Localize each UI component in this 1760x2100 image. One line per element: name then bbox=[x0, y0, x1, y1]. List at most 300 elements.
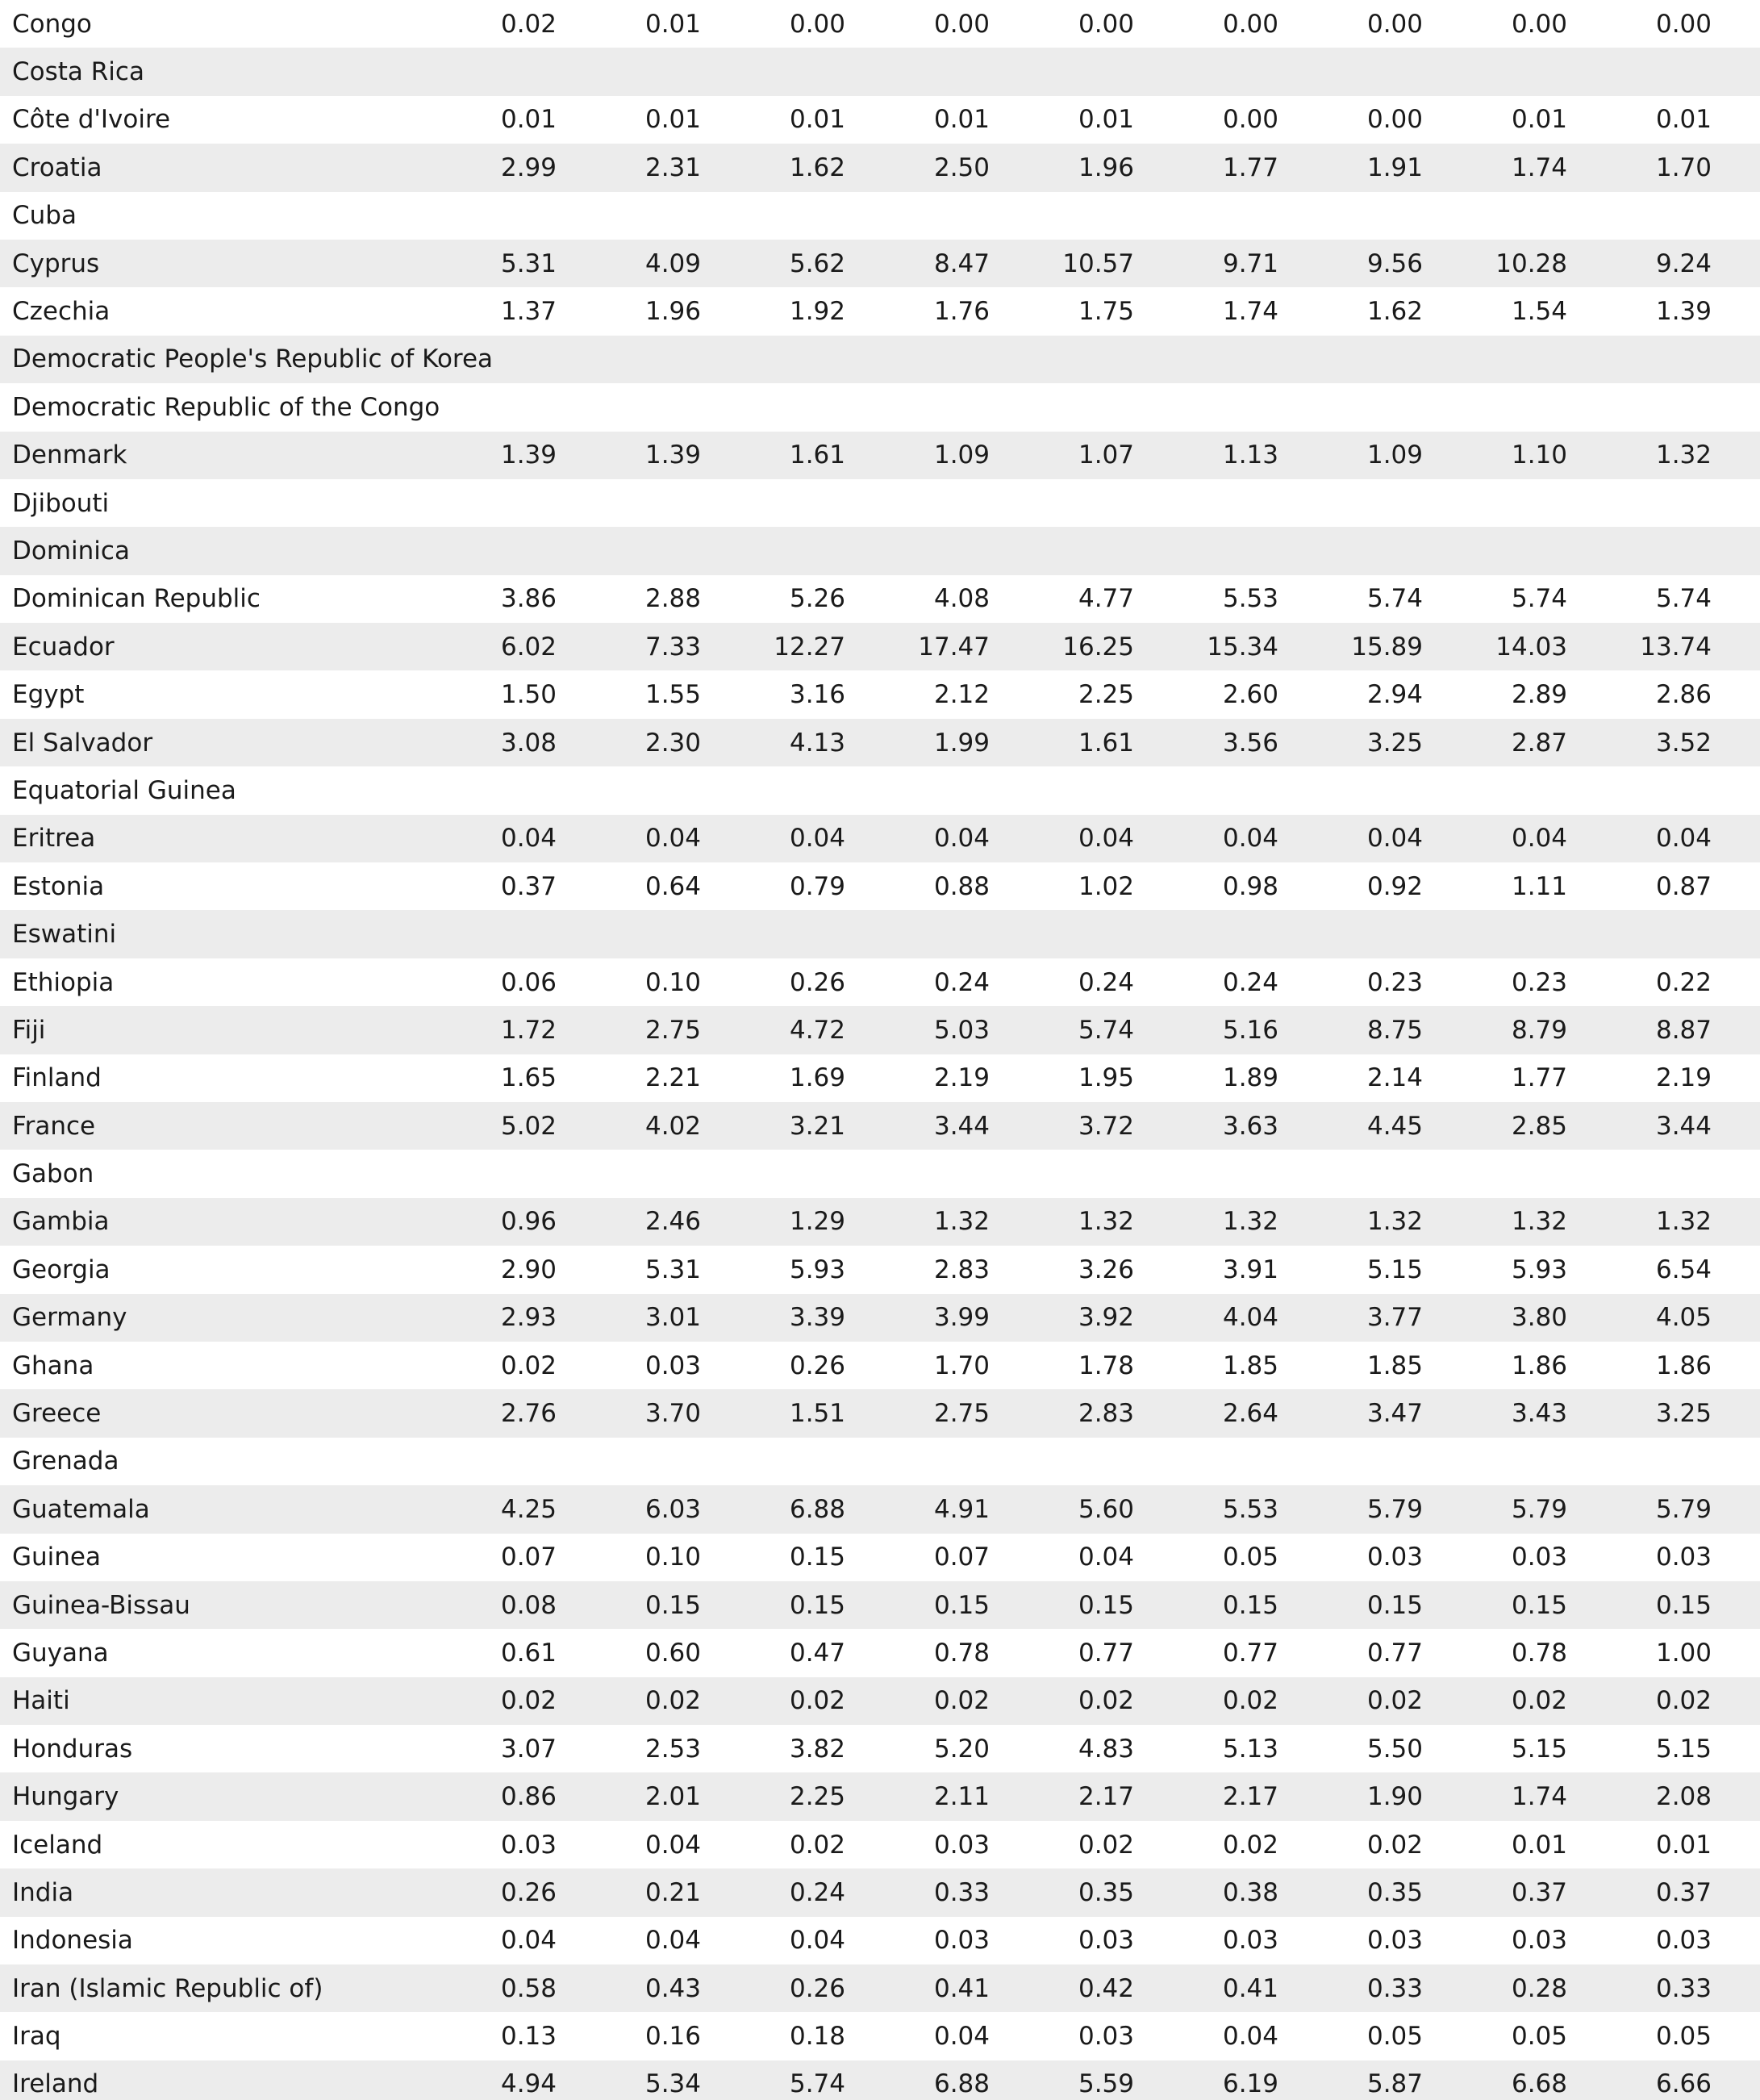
table-row bbox=[0, 1534, 1760, 1581]
country-cell: Ireland bbox=[12, 2069, 99, 2099]
value-cell: 3.86 bbox=[500, 584, 557, 614]
country-cell: Guinea-Bissau bbox=[12, 1590, 190, 1620]
value-cell: 1.85 bbox=[1222, 1351, 1278, 1380]
value-cell: 0.01 bbox=[789, 105, 845, 135]
value-cell: 5.74 bbox=[789, 2069, 845, 2099]
value-cell: 4.91 bbox=[933, 1494, 990, 1524]
value-cell: 5.31 bbox=[644, 1255, 701, 1284]
value-cell: 6.88 bbox=[933, 2069, 990, 2099]
value-cell: 0.04 bbox=[1222, 824, 1278, 854]
value-cell: 0.26 bbox=[500, 1877, 557, 1907]
table-row bbox=[0, 1964, 1760, 2012]
value-cell: 0.02 bbox=[789, 1686, 845, 1716]
table-row bbox=[0, 670, 1760, 718]
value-cell: 0.04 bbox=[644, 1830, 701, 1860]
value-cell: 0.22 bbox=[1655, 967, 1712, 997]
value-cell: 2.99 bbox=[500, 152, 557, 182]
value-cell: 1.00 bbox=[1655, 1638, 1712, 1668]
value-cell: 4.94 bbox=[500, 2069, 557, 2099]
value-cell: 1.50 bbox=[500, 680, 557, 710]
value-cell: 5.87 bbox=[1366, 2069, 1423, 2099]
table-row bbox=[0, 2060, 1760, 2100]
value-cell: 1.10 bbox=[1511, 440, 1567, 470]
value-cell: 1.89 bbox=[1222, 1063, 1278, 1093]
value-cell: 3.44 bbox=[1655, 1111, 1712, 1141]
value-cell: 0.02 bbox=[1222, 1830, 1278, 1860]
value-cell: 6.66 bbox=[1655, 2069, 1712, 2099]
value-cell: 3.26 bbox=[1078, 1255, 1134, 1284]
value-cell: 0.35 bbox=[1366, 1877, 1423, 1907]
value-cell: 0.04 bbox=[933, 824, 990, 854]
country-cell: Iceland bbox=[12, 1830, 103, 1860]
value-cell: 0.35 bbox=[1078, 1877, 1134, 1907]
value-cell: 3.99 bbox=[933, 1303, 990, 1333]
value-cell: 0.03 bbox=[933, 1830, 990, 1860]
country-cell: Iran (Islamic Republic of) bbox=[12, 1973, 323, 2003]
value-cell: 0.01 bbox=[644, 105, 701, 135]
value-cell: 1.92 bbox=[789, 297, 845, 327]
value-cell: 0.28 bbox=[1511, 1973, 1567, 2003]
value-cell: 0.10 bbox=[644, 1543, 701, 1572]
value-cell: 0.10 bbox=[644, 967, 701, 997]
value-cell: 0.77 bbox=[1078, 1638, 1134, 1668]
value-cell: 0.18 bbox=[789, 2022, 845, 2052]
value-cell: 2.30 bbox=[644, 728, 701, 758]
value-cell: 3.07 bbox=[500, 1734, 557, 1764]
value-cell: 0.43 bbox=[644, 1973, 701, 2003]
table-row bbox=[0, 144, 1760, 191]
value-cell: 6.88 bbox=[789, 1494, 845, 1524]
value-cell: 2.89 bbox=[1511, 680, 1567, 710]
table-row bbox=[0, 1821, 1760, 1868]
value-cell: 0.23 bbox=[1511, 967, 1567, 997]
value-cell: 0.02 bbox=[1366, 1686, 1423, 1716]
value-cell: 0.04 bbox=[500, 824, 557, 854]
value-cell: 0.05 bbox=[1655, 2022, 1712, 2052]
value-cell: 0.00 bbox=[1511, 9, 1567, 39]
value-cell: 9.24 bbox=[1655, 248, 1712, 278]
value-cell: 0.02 bbox=[1511, 1686, 1567, 1716]
value-cell: 2.75 bbox=[644, 1015, 701, 1045]
value-cell: 0.00 bbox=[1078, 9, 1134, 39]
value-cell: 1.91 bbox=[1366, 152, 1423, 182]
value-cell: 1.32 bbox=[933, 1207, 990, 1237]
value-cell: 3.21 bbox=[789, 1111, 845, 1141]
value-cell: 4.13 bbox=[789, 728, 845, 758]
value-cell: 5.15 bbox=[1511, 1734, 1567, 1764]
value-cell: 1.61 bbox=[1078, 728, 1134, 758]
value-cell: 0.07 bbox=[933, 1543, 990, 1572]
value-cell: 0.04 bbox=[789, 824, 845, 854]
value-cell: 0.15 bbox=[1222, 1590, 1278, 1620]
table-row bbox=[0, 1917, 1760, 1964]
value-cell: 2.86 bbox=[1655, 680, 1712, 710]
value-cell: 5.13 bbox=[1222, 1734, 1278, 1764]
value-cell: 2.46 bbox=[644, 1207, 701, 1237]
table-row bbox=[0, 527, 1760, 574]
value-cell: 1.72 bbox=[500, 1015, 557, 1045]
value-cell: 4.83 bbox=[1078, 1734, 1134, 1764]
value-cell: 0.02 bbox=[1078, 1686, 1134, 1716]
value-cell: 1.32 bbox=[1655, 440, 1712, 470]
country-cell: Greece bbox=[12, 1399, 102, 1429]
value-cell: 1.86 bbox=[1511, 1351, 1567, 1380]
value-cell: 3.77 bbox=[1366, 1303, 1423, 1333]
value-cell: 1.70 bbox=[1655, 152, 1712, 182]
value-cell: 5.79 bbox=[1655, 1494, 1712, 1524]
country-cell: Czechia bbox=[12, 297, 111, 327]
country-cell: Cyprus bbox=[12, 248, 100, 278]
value-cell: 0.15 bbox=[789, 1590, 845, 1620]
table-row bbox=[0, 432, 1760, 479]
value-cell: 6.19 bbox=[1222, 2069, 1278, 2099]
value-cell: 2.93 bbox=[500, 1303, 557, 1333]
value-cell: 3.52 bbox=[1655, 728, 1712, 758]
value-cell: 2.85 bbox=[1511, 1111, 1567, 1141]
value-cell: 1.90 bbox=[1366, 1782, 1423, 1812]
value-cell: 0.61 bbox=[500, 1638, 557, 1668]
value-cell: 1.51 bbox=[789, 1399, 845, 1429]
value-cell: 1.69 bbox=[789, 1063, 845, 1093]
country-cell: Germany bbox=[12, 1303, 127, 1333]
value-cell: 9.71 bbox=[1222, 248, 1278, 278]
value-cell: 0.01 bbox=[1655, 105, 1712, 135]
value-cell: 0.04 bbox=[1222, 2022, 1278, 2052]
country-cell: Guatemala bbox=[12, 1494, 150, 1524]
value-cell: 0.64 bbox=[644, 871, 701, 901]
value-cell: 5.93 bbox=[789, 1255, 845, 1284]
value-cell: 2.21 bbox=[644, 1063, 701, 1093]
value-cell: 10.57 bbox=[1062, 248, 1134, 278]
value-cell: 0.96 bbox=[500, 1207, 557, 1237]
value-cell: 0.00 bbox=[1222, 9, 1278, 39]
value-cell: 0.41 bbox=[1222, 1973, 1278, 2003]
country-cell: Ghana bbox=[12, 1351, 94, 1380]
table-row bbox=[0, 479, 1760, 527]
value-cell: 0.79 bbox=[789, 871, 845, 901]
value-cell: 1.13 bbox=[1222, 440, 1278, 470]
value-cell: 3.82 bbox=[789, 1734, 845, 1764]
value-cell: 0.03 bbox=[933, 1926, 990, 1956]
value-cell: 6.54 bbox=[1655, 1255, 1712, 1284]
value-cell: 0.08 bbox=[500, 1590, 557, 1620]
value-cell: 0.01 bbox=[1511, 105, 1567, 135]
value-cell: 3.01 bbox=[644, 1303, 701, 1333]
country-cell: Cuba bbox=[12, 201, 77, 231]
country-cell: Gambia bbox=[12, 1207, 110, 1237]
value-cell: 0.02 bbox=[500, 1686, 557, 1716]
value-cell: 0.15 bbox=[1078, 1590, 1134, 1620]
value-cell: 1.96 bbox=[1078, 152, 1134, 182]
value-cell: 1.86 bbox=[1655, 1351, 1712, 1380]
value-cell: 0.15 bbox=[1655, 1590, 1712, 1620]
value-cell: 3.63 bbox=[1222, 1111, 1278, 1141]
country-cell: Ethiopia bbox=[12, 967, 115, 997]
country-cell: Iraq bbox=[12, 2022, 61, 2052]
value-cell: 0.78 bbox=[933, 1638, 990, 1668]
value-cell: 0.86 bbox=[500, 1782, 557, 1812]
country-cell: Equatorial Guinea bbox=[12, 775, 236, 805]
value-cell: 0.01 bbox=[500, 105, 557, 135]
value-cell: 0.03 bbox=[1366, 1543, 1423, 1572]
value-cell: 0.77 bbox=[1366, 1638, 1423, 1668]
value-cell: 3.25 bbox=[1655, 1399, 1712, 1429]
value-cell: 1.32 bbox=[1511, 1207, 1567, 1237]
table-row bbox=[0, 1868, 1760, 1916]
value-cell: 0.01 bbox=[1078, 105, 1134, 135]
value-cell: 0.33 bbox=[933, 1877, 990, 1907]
value-cell: 0.33 bbox=[1366, 1973, 1423, 2003]
value-cell: 5.26 bbox=[789, 584, 845, 614]
country-cell: Gabon bbox=[12, 1159, 94, 1189]
value-cell: 10.28 bbox=[1495, 248, 1567, 278]
value-cell: 1.54 bbox=[1511, 297, 1567, 327]
value-cell: 0.03 bbox=[500, 1830, 557, 1860]
value-cell: 1.02 bbox=[1078, 871, 1134, 901]
value-cell: 0.26 bbox=[789, 1351, 845, 1380]
value-cell: 0.04 bbox=[933, 2022, 990, 2052]
value-cell: 2.75 bbox=[933, 1399, 990, 1429]
value-cell: 3.08 bbox=[500, 728, 557, 758]
table-row bbox=[0, 862, 1760, 910]
value-cell: 0.06 bbox=[500, 967, 557, 997]
table-row bbox=[0, 1581, 1760, 1629]
value-cell: 0.87 bbox=[1655, 871, 1712, 901]
value-cell: 2.08 bbox=[1655, 1782, 1712, 1812]
table-row bbox=[0, 1772, 1760, 1820]
country-cell: Finland bbox=[12, 1063, 102, 1093]
value-cell: 0.02 bbox=[1655, 1686, 1712, 1716]
value-cell: 0.00 bbox=[789, 9, 845, 39]
country-cell: India bbox=[12, 1877, 74, 1907]
table-row bbox=[0, 287, 1760, 335]
value-cell: 3.47 bbox=[1366, 1399, 1423, 1429]
table-row bbox=[0, 48, 1760, 95]
value-cell: 4.08 bbox=[933, 584, 990, 614]
value-cell: 2.94 bbox=[1366, 680, 1423, 710]
value-cell: 0.33 bbox=[1655, 1973, 1712, 2003]
value-cell: 8.87 bbox=[1655, 1015, 1712, 1045]
value-cell: 5.16 bbox=[1222, 1015, 1278, 1045]
value-cell: 5.20 bbox=[933, 1734, 990, 1764]
value-cell: 16.25 bbox=[1062, 632, 1134, 662]
value-cell: 1.74 bbox=[1511, 152, 1567, 182]
value-cell: 15.34 bbox=[1207, 632, 1278, 662]
value-cell: 5.50 bbox=[1366, 1734, 1423, 1764]
value-cell: 0.00 bbox=[1366, 9, 1423, 39]
table-row bbox=[0, 336, 1760, 383]
value-cell: 0.24 bbox=[789, 1877, 845, 1907]
value-cell: 1.55 bbox=[644, 680, 701, 710]
value-cell: 1.39 bbox=[644, 440, 701, 470]
value-cell: 0.37 bbox=[1511, 1877, 1567, 1907]
value-cell: 3.91 bbox=[1222, 1255, 1278, 1284]
country-cell: Eswatini bbox=[12, 920, 117, 950]
table-row bbox=[0, 1485, 1760, 1533]
value-cell: 0.60 bbox=[644, 1638, 701, 1668]
value-cell: 4.25 bbox=[500, 1494, 557, 1524]
value-cell: 1.29 bbox=[789, 1207, 845, 1237]
value-cell: 0.15 bbox=[1366, 1590, 1423, 1620]
country-cell: Dominica bbox=[12, 536, 130, 566]
value-cell: 2.76 bbox=[500, 1399, 557, 1429]
value-cell: 2.19 bbox=[933, 1063, 990, 1093]
value-cell: 7.33 bbox=[644, 632, 701, 662]
value-cell: 0.92 bbox=[1366, 871, 1423, 901]
value-cell: 0.02 bbox=[1078, 1830, 1134, 1860]
value-cell: 4.77 bbox=[1078, 584, 1134, 614]
value-cell: 6.03 bbox=[644, 1494, 701, 1524]
value-cell: 0.01 bbox=[1511, 1830, 1567, 1860]
value-cell: 2.90 bbox=[500, 1255, 557, 1284]
value-cell: 5.59 bbox=[1078, 2069, 1134, 2099]
value-cell: 6.68 bbox=[1511, 2069, 1567, 2099]
value-cell: 1.62 bbox=[789, 152, 845, 182]
value-cell: 0.78 bbox=[1511, 1638, 1567, 1668]
value-cell: 0.47 bbox=[789, 1638, 845, 1668]
table-row bbox=[0, 383, 1760, 431]
country-cell: Honduras bbox=[12, 1734, 133, 1764]
table-row bbox=[0, 766, 1760, 814]
value-cell: 5.93 bbox=[1511, 1255, 1567, 1284]
value-cell: 4.45 bbox=[1366, 1111, 1423, 1141]
country-cell: Estonia bbox=[12, 871, 105, 901]
value-cell: 5.15 bbox=[1366, 1255, 1423, 1284]
country-cell: Costa Rica bbox=[12, 57, 144, 87]
value-cell: 0.24 bbox=[1222, 967, 1278, 997]
value-cell: 2.83 bbox=[933, 1255, 990, 1284]
value-cell: 1.07 bbox=[1078, 440, 1134, 470]
value-cell: 0.04 bbox=[644, 824, 701, 854]
value-cell: 0.04 bbox=[789, 1926, 845, 1956]
value-cell: 0.04 bbox=[1078, 1543, 1134, 1572]
value-cell: 0.38 bbox=[1222, 1877, 1278, 1907]
value-cell: 0.04 bbox=[1655, 824, 1712, 854]
value-cell: 0.01 bbox=[644, 9, 701, 39]
value-cell: 0.00 bbox=[1366, 105, 1423, 135]
country-cell: Grenada bbox=[12, 1447, 119, 1476]
value-cell: 1.39 bbox=[1655, 297, 1712, 327]
value-cell: 3.44 bbox=[933, 1111, 990, 1141]
value-cell: 4.04 bbox=[1222, 1303, 1278, 1333]
table-row bbox=[0, 1725, 1760, 1772]
value-cell: 0.21 bbox=[644, 1877, 701, 1907]
value-cell: 0.26 bbox=[789, 967, 845, 997]
table-row bbox=[0, 719, 1760, 766]
value-cell: 5.34 bbox=[644, 2069, 701, 2099]
value-cell: 2.88 bbox=[644, 584, 701, 614]
table-row bbox=[0, 1677, 1760, 1725]
value-cell: 0.77 bbox=[1222, 1638, 1278, 1668]
value-cell: 1.76 bbox=[933, 297, 990, 327]
country-cell: Georgia bbox=[12, 1255, 111, 1284]
country-cell: Croatia bbox=[12, 152, 102, 182]
value-cell: 2.25 bbox=[1078, 680, 1134, 710]
value-cell: 2.12 bbox=[933, 680, 990, 710]
value-cell: 5.74 bbox=[1078, 1015, 1134, 1045]
value-cell: 0.16 bbox=[644, 2022, 701, 2052]
value-cell: 0.41 bbox=[933, 1973, 990, 2003]
value-cell: 14.03 bbox=[1495, 632, 1567, 662]
value-cell: 2.31 bbox=[644, 152, 701, 182]
value-cell: 0.37 bbox=[1655, 1877, 1712, 1907]
value-cell: 1.74 bbox=[1222, 297, 1278, 327]
value-cell: 3.72 bbox=[1078, 1111, 1134, 1141]
value-cell: 1.99 bbox=[933, 728, 990, 758]
value-cell: 17.47 bbox=[918, 632, 990, 662]
value-cell: 0.04 bbox=[500, 1926, 557, 1956]
value-cell: 0.07 bbox=[500, 1543, 557, 1572]
value-cell: 3.25 bbox=[1366, 728, 1423, 758]
value-cell: 0.58 bbox=[500, 1973, 557, 2003]
value-cell: 0.03 bbox=[1655, 1543, 1712, 1572]
value-cell: 2.87 bbox=[1511, 728, 1567, 758]
value-cell: 2.17 bbox=[1222, 1782, 1278, 1812]
table-row bbox=[0, 2012, 1760, 2060]
value-cell: 0.02 bbox=[500, 9, 557, 39]
value-cell: 5.60 bbox=[1078, 1494, 1134, 1524]
value-cell: 3.80 bbox=[1511, 1303, 1567, 1333]
value-cell: 0.03 bbox=[1222, 1926, 1278, 1956]
value-cell: 1.32 bbox=[1655, 1207, 1712, 1237]
value-cell: 5.79 bbox=[1511, 1494, 1567, 1524]
country-cell: Fiji bbox=[12, 1015, 46, 1045]
value-cell: 3.56 bbox=[1222, 728, 1278, 758]
value-cell: 0.24 bbox=[1078, 967, 1134, 997]
value-cell: 2.01 bbox=[644, 1782, 701, 1812]
country-cell: Indonesia bbox=[12, 1926, 133, 1956]
value-cell: 12.27 bbox=[774, 632, 845, 662]
value-cell: 1.75 bbox=[1078, 297, 1134, 327]
table-row bbox=[0, 575, 1760, 623]
value-cell: 1.74 bbox=[1511, 1782, 1567, 1812]
value-cell: 0.02 bbox=[500, 1351, 557, 1380]
value-cell: 0.03 bbox=[1655, 1926, 1712, 1956]
value-cell: 0.01 bbox=[933, 105, 990, 135]
country-cell: Democratic Republic of the Congo bbox=[12, 392, 440, 422]
value-cell: 2.19 bbox=[1655, 1063, 1712, 1093]
value-cell: 2.53 bbox=[644, 1734, 701, 1764]
value-cell: 0.15 bbox=[789, 1543, 845, 1572]
country-cell: Djibouti bbox=[12, 488, 110, 518]
value-cell: 1.70 bbox=[933, 1351, 990, 1380]
value-cell: 2.50 bbox=[933, 152, 990, 182]
value-cell: 13.74 bbox=[1640, 632, 1712, 662]
country-cell: Hungary bbox=[12, 1782, 119, 1812]
value-cell: 1.85 bbox=[1366, 1351, 1423, 1380]
value-cell: 0.05 bbox=[1366, 2022, 1423, 2052]
value-cell: 5.74 bbox=[1511, 584, 1567, 614]
value-cell: 0.03 bbox=[1511, 1926, 1567, 1956]
value-cell: 0.42 bbox=[1078, 1973, 1134, 2003]
value-cell: 9.56 bbox=[1366, 248, 1423, 278]
value-cell: 0.15 bbox=[644, 1590, 701, 1620]
table-row bbox=[0, 1438, 1760, 1485]
value-cell: 3.16 bbox=[789, 680, 845, 710]
value-cell: 0.03 bbox=[1366, 1926, 1423, 1956]
table-row bbox=[0, 96, 1760, 144]
value-cell: 1.65 bbox=[500, 1063, 557, 1093]
value-cell: 3.70 bbox=[644, 1399, 701, 1429]
value-cell: 2.60 bbox=[1222, 680, 1278, 710]
value-cell: 0.02 bbox=[933, 1686, 990, 1716]
value-cell: 0.13 bbox=[500, 2022, 557, 2052]
value-cell: 0.03 bbox=[1078, 2022, 1134, 2052]
value-cell: 0.01 bbox=[1655, 1830, 1712, 1860]
value-cell: 5.03 bbox=[933, 1015, 990, 1045]
value-cell: 0.04 bbox=[1366, 824, 1423, 854]
value-cell: 1.32 bbox=[1366, 1207, 1423, 1237]
